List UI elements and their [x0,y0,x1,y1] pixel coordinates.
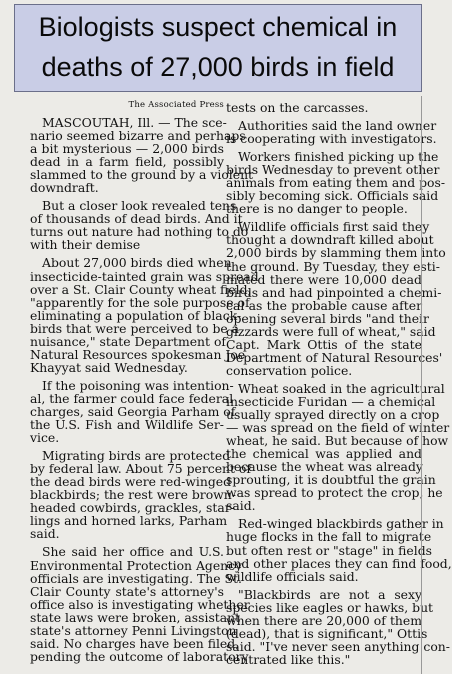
text-line: dead in a farm field, possibly [30,154,224,170]
text-line: Red-winged blackbirds gather in [238,516,444,532]
text-line: Natural Resources spokesman Joe [30,346,246,362]
article-paragraph [226,516,452,584]
text-line: was spread to protect the crop, he [226,485,443,501]
text-line: by federal law. About 75 percent of [30,461,251,477]
text-line: species like eagles or hawks, but [226,599,434,615]
text-line: is cooperating with investigators. [226,131,437,147]
text-line: downdraft. [30,180,99,196]
article-paragraph [30,448,251,542]
text-line: Department of Natural Resources' [226,349,443,365]
text-line: state laws were broken, assistant [30,609,241,625]
article-paragraph [226,380,450,514]
headline-line-1: Biologists suspect chemical in [38,12,398,42]
text-line: because the wheat was already [226,459,423,475]
text-line: said. [30,526,60,542]
text-line: nuisance," state Department of [30,333,226,349]
article-paragraph [30,544,250,664]
text-line: (dead), that is significant," Ottis [226,625,428,641]
article-paragraph [226,149,446,217]
text-line: But a closer look revealed tens [42,198,237,214]
headline-box [14,4,422,92]
article-paragraph [30,198,249,253]
article-paragraph [226,219,446,378]
text-line: animals from eating them and pos- [226,175,446,191]
text-line: al, the farmer could face federal [30,390,234,406]
text-line: said. [226,498,256,514]
text-line: Environmental Protection Agency [30,557,243,573]
article-paragraph [226,101,422,114]
text-line: mated there were 10,000 dead [226,271,422,287]
text-line: centrated like this." [226,651,351,667]
byline: The Associated Press [128,100,224,110]
text-line: the chemical was applied and [226,446,422,462]
text-line: sprouting, it is doubtful the grain [226,472,436,488]
text-line: said. "I've never seen anything con- [226,638,450,654]
text-line: blackbirds; the rest were brown- [30,487,236,503]
text-line: with their demise [30,237,141,253]
text-line: About 27,000 birds died when [42,255,232,271]
text-line: nario seemed bizarre and perhaps [30,128,246,144]
text-line: and other places they can find food, [226,555,452,571]
text-line: Capt. Mark Ottis of the state [226,336,422,352]
text-line: usually sprayed directly on a crop [226,407,440,423]
text-line: — was spread on the field of winter [226,420,450,436]
text-line: huge flocks in the fall to migrate [226,529,432,545]
text-line: Migrating birds are protected [42,448,231,464]
text-line: wheat, he said. But because of how [226,433,449,449]
text-line: vice. [30,430,60,446]
article-column-right [226,100,452,667]
text-line: the dead birds were red-winged [30,474,232,490]
text-line: wildlife officials said. [226,568,359,584]
text-line: tests on the carcasses. [226,100,369,115]
text-line: Wildlife officials first said they [238,219,430,235]
text-line: Workers finished picking up the [238,149,439,165]
article-paragraph [30,255,259,375]
text-line: of thousands of dead birds. And it [30,211,243,227]
text-line: the ground. By Tuesday, they esti- [226,258,440,274]
text-line: cal as the probable cause after [226,297,422,313]
text-line: birds that were perceived to be a [30,320,240,336]
text-line: insecticide-tainted grain was spread [30,268,259,284]
text-line: turns out nature had nothing to do [30,224,249,240]
text-line: headed cowbirds, grackles, star- [30,500,235,516]
article-paragraph [226,118,437,147]
text-line: state's attorney Penni Livingston [30,622,237,638]
text-line: "Blackbirds are not a sexy [238,586,422,602]
text-line: slammed to the ground by a violent [30,167,254,183]
text-line: said. No charges have been filed, [30,635,240,651]
text-line: a bit mysterious — 2,000 birds [30,141,224,157]
text-line: Wheat soaked in the agricultural [238,380,445,396]
text-line: charges, said Georgia Parham of [30,403,236,419]
text-line: 2,000 birds by slamming them into [226,245,446,261]
text-line: birds and had pinpointed a chemi- [226,284,442,300]
text-line: opening several birds "and their [226,310,429,326]
text-line: She said her office and U.S. [42,544,224,560]
article-paragraph [226,586,450,667]
text-line: when there are 20,000 of them [226,612,422,628]
text-line: but often rest or "stage" in fields [226,542,433,558]
text-line: thought a downdraft killed about [226,232,434,248]
text-line: gizzards were full of wheat," said [226,323,436,339]
text-line: MASCOUTAH, Ill. — The sce- [42,115,227,130]
text-line: birds Wednesday to prevent other [226,162,440,178]
text-line: there is no danger to people. [226,201,408,217]
text-line: eliminating a population of black- [30,307,242,323]
text-line: pending the outcome of laboratory [30,648,249,664]
text-line: officials are investigating. The St. [30,570,242,586]
text-line: insecticide Furidan — a chemical [226,393,436,409]
text-line: office also is investigating whether [30,596,250,612]
text-line: conservation police. [226,362,353,378]
text-line: Clair County state's attorney's [30,583,224,599]
article-column-left [30,100,259,664]
clipping-edge [421,96,432,674]
text-line: the U.S. Fish and Wildlife Ser- [30,417,224,433]
headline-line-2: deaths of 27,000 birds in field [41,52,395,82]
headline [15,5,421,87]
article-paragraph [30,115,254,196]
text-line: over a St. Clair County wheat field, [30,281,252,297]
text-line: If the poisoning was intention- [42,377,234,393]
text-line: lings and horned larks, Parham [30,513,228,529]
text-line: Authorities said the land owner [238,118,437,134]
article-paragraph [30,377,236,446]
text-line: sibly becoming sick. Officials said [226,188,439,204]
text-line: "apparently for the sole purpose of [30,294,250,310]
text-line: Khayyat said Wednesday. [30,359,188,375]
